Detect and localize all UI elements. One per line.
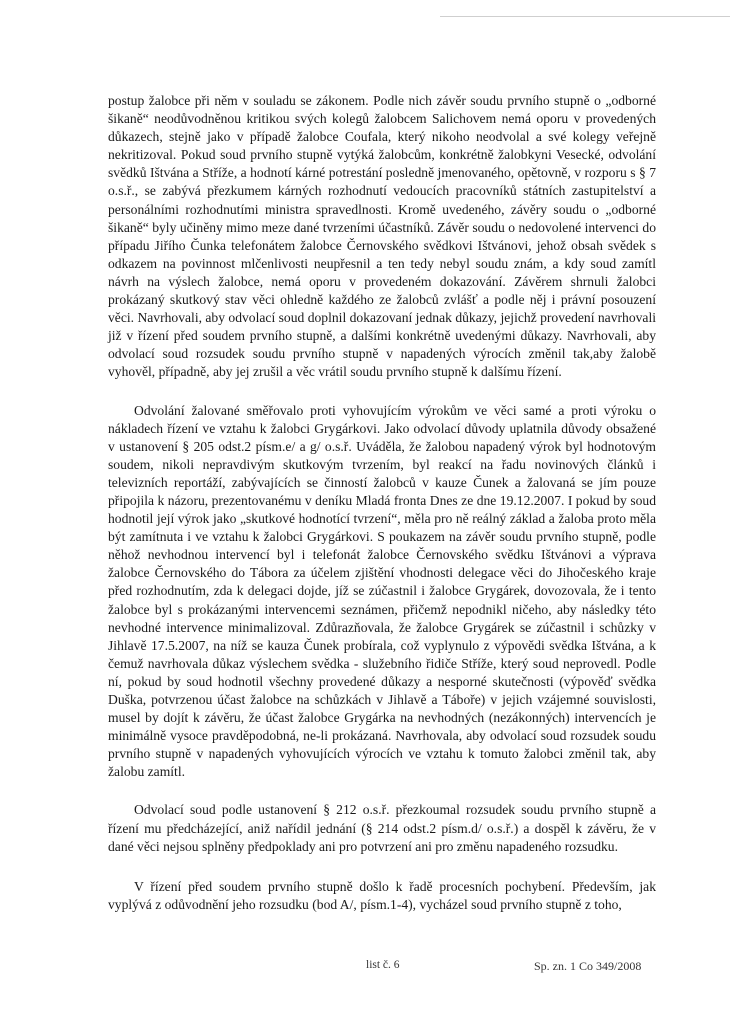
case-number: Sp. zn. 1 Co 349/2008 [534,959,642,973]
paragraph-appellants-arguments: postup žalobce při něm v souladu se zákonem. Podle nich závěr soudu prvního stupně o „odborné šikaně“ neodůvodněnou kritikou svých kolegů žalobcem Salichovem nemá oporu v provedených důkazech, stejně jako v případě žalobce Coufala, který nikoho neodvolal a své kolegy veřejně nekritizoval. Pokud soud prvního stupně vytýká žalobcům, konkrétně žalobkyni Vesecké, odvolání svědků Ištvána a Stříže, a hodnotí kárné potrestání posledně jmenovaného, opětovně, v rozporu s § 7 o.s.ř., se zabývá přezkumem kárných rozhodnutí vedoucích pracovníků státních zastupitelství a personálními rozhodnutími ministra spravedlnosti. Kromě uvedeného, závěry soudu o „odborné šikaně“ byly učiněny mimo meze dané tvrzeními účastníků. Závěr soudu o nedovolené intervenci do případu Jiřího Čunka telefonátem žalobce Černovského svědkovi Ištvánovi, jehož obsah svědek s odkazem na povinnost mlčenlivosti neupřesnil a ten tedy nebyl soudu znám, a kdy soud zamítl návrh na výslech žalobce, nemá oporu v provedeném dokazování. Závěrem shrnuli žalobci prokázaný skutkový stav věci ohledně každého ze žalobců zvlášť a podle něj i právní posouzení věci. Navrhovali, aby odvolací soud doplnil dokazovaní jednak důkazy, jejichž provedení navrhovali již v řízení před soudem prvního stupně, a dalšími konkrétně uvedenými důkazy. Navrhovali, aby odvolací soud rozsudek soudu prvního stupně v napadených výrocích změnil tak,aby žalobě vyhověl, případně, aby jej zrušil a věc vrátil soudu prvního stupně k dalšímu řízení. [108,93,656,380]
page-footer [0,959,740,979]
scan-edge-line [440,16,730,17]
paragraph-defendant-appeal: Odvolání žalované směřovalo proti vyhovujícím výrokům ve věci samé a proti výroku o nákladech řízení ve vztahu k žalobci Grygárkovi. Jako odvolací důvody uplatnila důvody obsažené v ustanovení § 205 odst.2 písm.e/ a g/ o.s.ř. Uváděla, že žalobou napadený výrok byl hodnotovým soudem, nikoli nepravdivým skutkovým tvrzením, byl reakcí na řadu novinových článků i televizních reportáží, zabývajících se činností žalobců v kauze Čunek a žalovaná se jím pouze připojila k názoru, prezentovanému v deníku Mladá fronta Dnes ze dne 19.12.2007. I pokud by soud hodnotil její výrok jako „skutkové hodnotící tvrzení“, měla pro ně reálný základ a žaloba proto měla být zamítnuta i ve vztahu k žalobci Grygárkovi. S poukazem na závěr soudu prvního stupně, podle něhož nevhodnou intervencí byl i telefonát žalobce Černovského svědku Ištvánovi a výprava žalobce Černovského do Tábora za účelem zjištění vhodnosti delegace věci do Jihočeského kraje před rozhodnutím, zda k delegaci dojde, jíž se zúčastnil i žalobce Grygárek, dovozovala, že i tento žalobce byl s prokázanými intervencemi seznámen, přičemž nepodnikl ničeho, aby následky této nevhodné intervence minimalizoval. Zdůrazňovala, že žalobce Grygárek se zúčastnil i schůzky v Jihlavě 17.5.2007, na níž se kauza Čunek probírala, což vyplynulo z výpovědi svědka Ištvána, a k čemuž navrhovala důkaz výslechem svědka - služebního řidiče Stříže, který soud neprovedl. Podle ní, pokud by soud hodnotil všechny provedené důkazy a nesporné skutečnosti (výpověď svědka Duška, potvrzenou účast žalobce na schůzkách v Jihlavě a Táboře) v jejich vzájemné souvislosti, musel by dojít k závěru, že účast žalobce Grygárka na nevhodných (nezákonných) intervencích je minimálně vysoce pravděpodobná, ne-li prokázaná. Navrhovala, aby odvolací soud rozsudek soudu prvního stupně v napadených vyhovujících výrocích ve vztahu k tomuto žalobci změnil tak, aby žalobu zamítl. [108,402,656,780]
document-body [108,92,656,914]
page-number: list č. 6 [366,959,400,971]
paragraph-court-review: Odvolací soud podle ustanovení § 212 o.s.ř. přezkoumal rozsudek soudu prvního stupně a řízení mu předcházející, aniž nařídil jednání (§ 214 odst.2 písm.d/ o.s.ř.) a dospěl k závěru, že v dané věci nejsou splněny předpoklady ani pro potvrzení ani pro změnu napadeného rozsudku. [108,802,656,854]
paragraph-procedural-errors: V řízení před soudem prvního stupně došlo k řadě procesních pochybení. Především, jak vyplývá z odůvodnění jeho rozsudku (bod A/, písm.1-4), vycházel soud prvního stupně z toho, [108,878,656,912]
